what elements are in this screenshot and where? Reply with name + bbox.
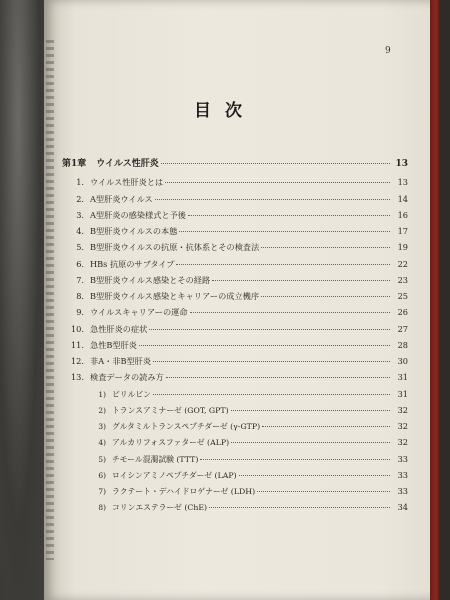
entry-title: 急性肝炎の症状 — [90, 323, 148, 334]
entry-number: 8) — [98, 503, 106, 513]
entry-page: 25 — [397, 291, 408, 301]
toc-entry — [62, 191, 408, 207]
entry-page: 13 — [397, 177, 408, 188]
entry-page: 27 — [397, 323, 408, 334]
toc-entry — [62, 499, 408, 515]
entry-number: 2) — [98, 405, 106, 415]
entry-number: 7. — [76, 274, 84, 285]
toc-entry — [62, 304, 408, 320]
entry-number: 5) — [98, 454, 106, 464]
entry-number: 3) — [98, 422, 106, 431]
entry-title: ウイルス性肝炎とは — [90, 177, 164, 188]
entry-number: 4. — [76, 226, 84, 236]
entry-number: 1. — [76, 177, 84, 188]
entry-title: A型肝炎の感染様式と予後 — [90, 209, 186, 220]
entry-page: 30 — [397, 356, 408, 366]
entry-title: HBs 抗原のサブタイプ — [90, 258, 175, 269]
chapter-number: 第1章 — [62, 159, 87, 169]
entry-title: B型肝炎ウイルスの抗原・抗体系とその検査法 — [90, 242, 260, 253]
entry-page: 23 — [397, 274, 408, 285]
entry-page: 33 — [397, 469, 408, 480]
leader-dots — [149, 329, 390, 330]
toc-entry — [62, 434, 408, 450]
toc-entry — [62, 223, 408, 239]
toc-entry — [62, 467, 408, 483]
entry-page: 33 — [397, 453, 408, 464]
leader-dots — [165, 182, 390, 183]
entry-number: 8. — [76, 291, 84, 301]
leader-dots — [153, 361, 390, 362]
toc-entry — [62, 174, 408, 190]
leader-dots — [139, 345, 390, 346]
toc-entry — [62, 353, 408, 369]
entry-page: 19 — [397, 242, 408, 253]
entry-page: 34 — [397, 502, 408, 513]
entry-page: 32 — [397, 437, 408, 448]
entry-title: 非A・非B型肝炎 — [90, 356, 152, 366]
entry-title: 検査データの読み方 — [90, 372, 164, 383]
entry-page: 32 — [397, 421, 408, 431]
entry-title: ロイシンアミノペプチダーゼ (LAP) — [112, 470, 237, 480]
entry-title: B型肝炎ウイルス感染とキャリアーの成立機序 — [90, 291, 260, 301]
leader-dots — [166, 377, 390, 378]
leader-dots — [153, 394, 390, 395]
leader-dots — [231, 410, 390, 411]
toc-subentries — [62, 386, 408, 516]
red-page-edge — [430, 0, 440, 600]
entry-page: 31 — [397, 372, 408, 383]
leader-dots — [261, 296, 390, 297]
entry-page: 26 — [397, 307, 408, 318]
entry-title: 急性B型肝炎 — [90, 339, 137, 350]
table-of-contents — [62, 156, 408, 516]
entry-page: 32 — [397, 404, 408, 415]
entry-page: 28 — [397, 339, 408, 350]
entry-number: 10. — [70, 323, 84, 334]
entry-title: チモール混濁試験 (TTT) — [112, 454, 199, 464]
entry-number: 3. — [76, 209, 84, 220]
entry-title: トランスアミナーゼ (GOT, GPT) — [112, 405, 229, 415]
entry-title: A型肝炎ウイルス — [90, 193, 153, 204]
toc-entry — [62, 369, 408, 385]
toc-entry — [62, 321, 408, 337]
entry-title: ウイルスキャリアーの運命 — [90, 307, 188, 318]
entry-title: アルカリフォスファターゼ (ALP) — [112, 438, 230, 448]
entry-page: 17 — [397, 226, 408, 236]
entry-title: B型肝炎ウイルス感染とその経路 — [90, 274, 211, 285]
leader-dots — [161, 163, 390, 164]
entry-title: グルタミルトランスペプチダーゼ (γ-GTP) — [112, 422, 261, 431]
entry-number: 9. — [76, 307, 84, 318]
leader-dots — [231, 442, 390, 443]
entry-number: 6. — [76, 258, 84, 269]
entry-page: 33 — [397, 486, 408, 496]
leader-dots — [190, 312, 390, 313]
entry-number: 6) — [98, 470, 106, 480]
leader-dots — [209, 507, 390, 508]
toc-entry — [62, 288, 408, 304]
leader-dots — [262, 426, 390, 427]
entry-number: 11. — [70, 339, 84, 350]
leader-dots — [179, 231, 390, 232]
entry-number: 12. — [70, 356, 84, 366]
entry-number: 4) — [98, 438, 106, 448]
toc-entry — [62, 239, 408, 255]
toc-entry — [62, 272, 408, 288]
entry-number: 5. — [76, 242, 84, 253]
toc-title: 目次 — [194, 101, 256, 121]
leader-dots — [212, 280, 390, 281]
toc-entry — [62, 386, 408, 402]
leader-dots — [188, 215, 390, 216]
entry-number: 13. — [70, 372, 84, 383]
toc-entries — [62, 174, 408, 385]
toc-entry — [62, 402, 408, 418]
toc-entry — [62, 483, 408, 499]
entry-page: 31 — [397, 388, 408, 399]
leader-dots — [239, 475, 390, 476]
entry-page: 14 — [397, 193, 408, 204]
entry-title: B型肝炎ウイルスの本態 — [90, 226, 178, 236]
toc-entry — [62, 256, 408, 272]
entry-page: 22 — [397, 258, 408, 269]
leader-dots — [257, 491, 390, 492]
chapter-heading — [62, 156, 408, 172]
entry-number: 2. — [76, 193, 84, 204]
facing-page-photo — [0, 0, 44, 600]
leader-dots — [261, 247, 390, 248]
toc-entry — [62, 337, 408, 353]
entry-title: ビリルビン — [112, 389, 151, 399]
chapter-title: ウイルス性肝炎 — [96, 159, 159, 169]
toc-entry — [62, 451, 408, 467]
chapter-page: 13 — [395, 159, 408, 169]
leader-dots — [200, 459, 390, 460]
entry-title: コリンエステラーゼ (ChE) — [112, 503, 208, 513]
entry-page: 16 — [397, 209, 408, 220]
entry-number: 1) — [98, 389, 106, 399]
toc-entry — [62, 418, 408, 434]
page-number: 9 — [385, 46, 391, 56]
entry-number: 7) — [98, 487, 106, 496]
leader-dots — [155, 199, 390, 200]
entry-title: ラクテート・デハイドロゲナーゼ (LDH) — [112, 487, 256, 496]
leader-dots — [176, 264, 390, 265]
toc-entry — [62, 207, 408, 223]
